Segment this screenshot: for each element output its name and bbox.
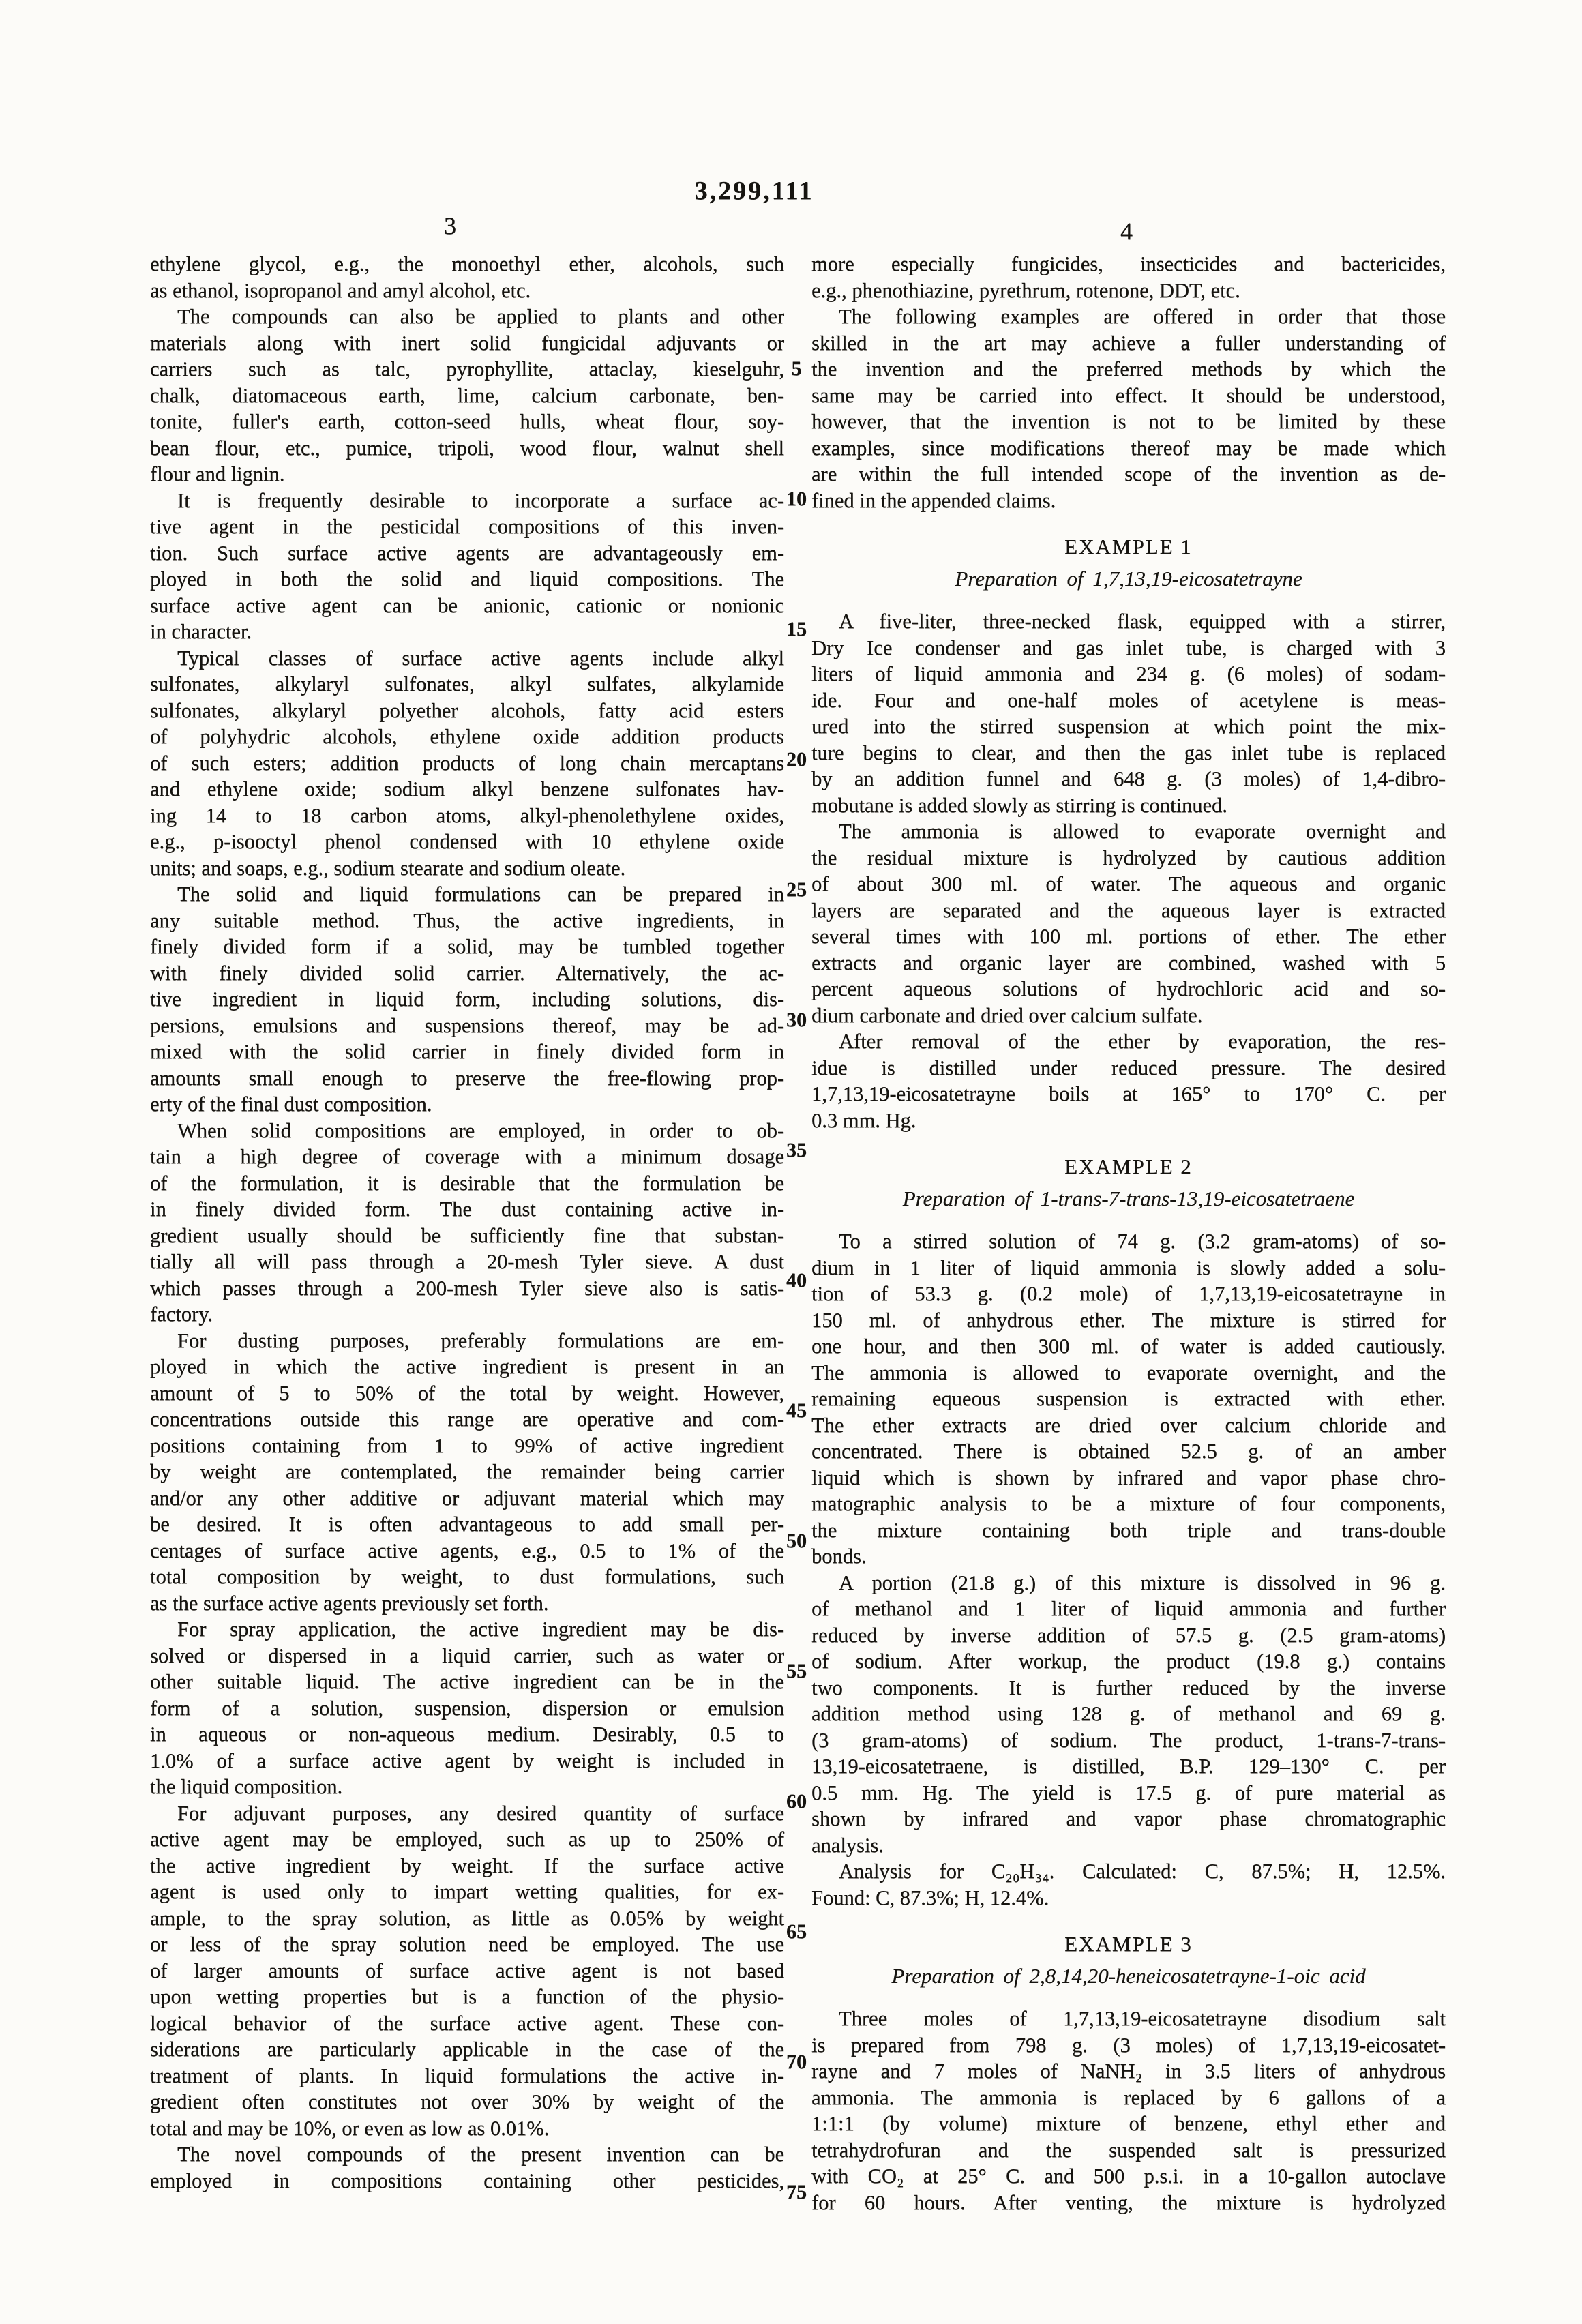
- text-line: rayne and 7 moles of NaNH₂ in 3.5 liters of anhydrous: [811, 2059, 1446, 2083]
- text-line: 150 ml. of anhydrous ether. The mixture is stirred for: [811, 1308, 1446, 1332]
- text-line: After removal of the ether by evaporation, the res-: [839, 1030, 1446, 1053]
- line-number: 65: [786, 1920, 807, 1943]
- example-subheading: Preparation of 1,7,13,19-eicosatetrayne: [955, 566, 1302, 591]
- example-heading: EXAMPLE 3: [1064, 1932, 1193, 1956]
- text-line: gredient often constitutes not over 30% by weight of the: [150, 2090, 784, 2113]
- text-line: upon wetting properties but is a function of the physio-: [150, 1985, 784, 2008]
- text-line: idue is distilled under reduced pressure. The desired: [811, 1056, 1446, 1079]
- text-line: tive ingredient in liquid form, including solutions, dis-: [150, 987, 784, 1011]
- line-number: 15: [786, 618, 807, 640]
- text-line: The compounds can also be applied to plants and other: [177, 305, 784, 328]
- text-line: Analysis for C₂₀H₃₄. Calculated: C, 87.5%; H, 12.5%.: [839, 1860, 1446, 1883]
- text-line: several times with 100 ml. portions of ether. The ether: [811, 925, 1446, 948]
- right-page-number: 4: [1120, 218, 1133, 245]
- text-line: dium carbonate and dried over calcium sulfate.: [811, 1003, 1203, 1027]
- text-line: tonite, fuller's earth, cotton-seed hulls, wheat flour, soy-: [150, 410, 784, 433]
- text-line: e.g., phenothiazine, pyrethrum, rotenone, DDT, etc.: [811, 278, 1240, 302]
- text-line: liquid which is shown by infrared and vapor phase chro-: [811, 1465, 1446, 1489]
- right-column: [811, 251, 1446, 2216]
- text-line: of polyhydric alcohols, ethylene oxide addition products: [150, 725, 784, 748]
- text-line: treatment of plants. In liquid formulations the active in-: [150, 2064, 784, 2087]
- text-line: any suitable method. Thus, the active ingredients, in: [150, 908, 784, 932]
- text-line: The solid and liquid formulations can be prepared in: [177, 882, 784, 906]
- text-line: The novel compounds of the present invention can be: [177, 2143, 784, 2166]
- text-line: liters of liquid ammonia and 234 g. (6 moles) of sodam-: [811, 662, 1446, 685]
- left-column: [150, 251, 784, 2194]
- text-line: (3 gram-atoms) of sodium. The product, 1-trans-7-trans-: [811, 1728, 1446, 1752]
- text-line: total composition by weight, to dust formulations, such: [150, 1565, 784, 1588]
- text-line: 0.5 mm. Hg. The yield is 17.5 g. of pure material as: [811, 1781, 1446, 1804]
- text-line: Three moles of 1,7,13,19-eicosatetrayne disodium salt: [839, 2007, 1446, 2030]
- text-line: reduced by inverse addition of 57.5 g. (2.5 gram-atoms): [811, 1623, 1446, 1647]
- text-line: of the formulation, it is desirable that the formulation be: [150, 1171, 784, 1195]
- text-line: in aqueous or non-aqueous medium. Desirably, 0.5 to: [150, 1723, 784, 1746]
- text-line: sulfonates, alkylaryl polyether alcohols, fatty acid esters: [150, 698, 784, 722]
- text-line: factory.: [150, 1302, 213, 1326]
- text-line: 1,7,13,19-eicosatetrayne boils at 165° to 170° C. per: [811, 1082, 1446, 1105]
- text-line: with finely divided solid carrier. Alternatively, the ac-: [150, 961, 784, 985]
- text-line: the invention and the preferred methods by which the: [811, 357, 1446, 381]
- text-line: Dry Ice condenser and gas inlet tube, is charged with 3: [811, 636, 1446, 659]
- text-line: Typical classes of surface active agents include alkyl: [177, 646, 784, 670]
- line-number: 70: [786, 2051, 807, 2073]
- text-line: e.g., p-isooctyl phenol condensed with 10 ethylene oxide: [150, 830, 784, 853]
- text-line: the mixture containing both triple and trans-double: [811, 1518, 1446, 1542]
- line-number: 60: [786, 1790, 807, 1813]
- text-line: with CO₂ at 25° C. and 500 p.s.i. in a 10-gallon autoclave: [811, 2164, 1446, 2188]
- text-line: or less of the spray solution need be employed. The use: [150, 1933, 784, 1956]
- example-subheading: Preparation of 2,8,14,20-heneicosatetrayne-1-oic acid: [891, 1963, 1366, 1988]
- line-number: 45: [786, 1399, 807, 1422]
- text-line: remaining equeous suspension is extracted with ether.: [811, 1387, 1446, 1410]
- text-line: tion. Such surface active agents are advantageously em-: [150, 541, 784, 565]
- text-line: concentrated. There is obtained 52.5 g. of an amber: [811, 1440, 1446, 1463]
- text-line: siderations are particularly applicable in the case of the: [150, 2038, 784, 2061]
- text-line: gredient usually should be sufficiently fine that substan-: [150, 1223, 784, 1247]
- line-number: 40: [786, 1269, 807, 1292]
- text-line: one hour, and then 300 ml. of water is added cautiously.: [811, 1335, 1446, 1358]
- text-line: 1.0% of a surface active agent by weight is included in: [150, 1748, 784, 1772]
- text-line: skilled in the art may achieve a fuller understanding of: [811, 331, 1446, 355]
- text-line: and ethylene oxide; sodium alkyl benzene sulfonates hav-: [150, 777, 784, 801]
- text-line: The following examples are offered in order that those: [839, 305, 1446, 328]
- text-line: units; and soaps, e.g., sodium stearate and sodium oleate.: [150, 856, 626, 880]
- line-number: 35: [786, 1139, 807, 1161]
- text-line: dium in 1 liter of liquid ammonia is slowly added a solu-: [811, 1255, 1446, 1279]
- text-line: bonds.: [811, 1545, 867, 1568]
- text-line: same may be carried into effect. It should be understood,: [811, 383, 1446, 407]
- text-line: sulfonates, alkylaryl sulfonates, alkyl sulfates, alkylamide: [150, 672, 784, 696]
- line-number: 10: [786, 488, 807, 510]
- text-line: persions, emulsions and suspensions thereof, may be ad-: [150, 1013, 784, 1037]
- text-line: For adjuvant purposes, any desired quantity of surface: [177, 1801, 784, 1825]
- text-line: The ammonia is allowed to evaporate overnight, and the: [811, 1360, 1446, 1384]
- text-line: tially all will pass through a 20-mesh Tyler sieve. A dust: [150, 1250, 784, 1273]
- text-line: extracts and organic layer are combined, washed with 5: [811, 951, 1446, 974]
- example-heading: EXAMPLE 2: [1064, 1154, 1193, 1178]
- text-line: ing 14 to 18 carbon atoms, alkyl-phenolethylene oxides,: [150, 803, 784, 827]
- line-number: 20: [786, 748, 807, 771]
- text-line: total and may be 10%, or even as low as 0.01%.: [150, 2116, 550, 2140]
- text-line: A portion (21.8 g.) of this mixture is dissolved in 96 g.: [839, 1570, 1446, 1594]
- text-line: amount of 5 to 50% of the total by weight. However,: [150, 1381, 784, 1405]
- line-number: 30: [786, 1009, 807, 1031]
- text-line: mixed with the solid carrier in finely divided form in: [150, 1040, 784, 1063]
- text-line: as the surface active agents previously set forth.: [150, 1591, 549, 1615]
- text-line: When solid compositions are employed, in order to ob-: [177, 1118, 784, 1142]
- text-line: 1:1:1 (by volume) mixture of benzene, ethyl ether and: [811, 2112, 1446, 2135]
- text-line: ammonia. The ammonia is replaced by 6 gallons of a: [811, 2085, 1446, 2109]
- text-line: other suitable liquid. The active ingredient can be in the: [150, 1670, 784, 1693]
- text-line: however, that the invention is not to be limited by these: [811, 410, 1446, 433]
- text-line: tion of 53.3 g. (0.2 mole) of 1,7,13,19-eicosatetrayne in: [811, 1282, 1446, 1305]
- text-line: bean flour, etc., pumice, tripoli, wood flour, walnut shell: [150, 436, 784, 460]
- text-line: ployed in both the solid and liquid compositions. The: [150, 567, 784, 591]
- text-line: as ethanol, isopropanol and amyl alcohol, etc.: [150, 278, 531, 302]
- line-number: 55: [786, 1660, 807, 1682]
- text-line: fined in the appended claims.: [811, 488, 1056, 512]
- text-line: ured into the stirred suspension at which point the mix-: [811, 715, 1446, 738]
- text-line: mobutane is added slowly as stirring is continued.: [811, 793, 1227, 817]
- text-line: employed in compositions containing other pesticides,: [150, 2169, 784, 2192]
- text-line: Found: C, 87.3%; H, 12.4%.: [811, 1886, 1049, 1909]
- text-line: of about 300 ml. of water. The aqueous and organic: [811, 872, 1446, 895]
- text-line: It is frequently desirable to incorporate a surface ac-: [177, 488, 784, 512]
- text-line: positions containing from 1 to 99% of active ingredient: [150, 1433, 784, 1457]
- text-line: of such esters; addition products of long chain mercaptans: [150, 751, 784, 775]
- text-line: finely divided form if a solid, may be tumbled together: [150, 935, 784, 958]
- text-line: percent aqueous solutions of hydrochloric acid and so-: [811, 977, 1446, 1000]
- line-number: 75: [786, 2181, 807, 2203]
- line-number: 25: [786, 878, 807, 901]
- text-line: solved or dispersed in a liquid carrier, such as water or: [150, 1643, 784, 1667]
- text-line: which passes through a 200-mesh Tyler sieve also is satis-: [150, 1276, 784, 1300]
- text-line: and/or any other additive or adjuvant material which may: [150, 1486, 784, 1510]
- text-line: two components. It is further reduced by the inverse: [811, 1675, 1446, 1699]
- line-number: 50: [786, 1530, 807, 1552]
- text-line: 0.3 mm. Hg.: [811, 1108, 916, 1132]
- text-line: of larger amounts of surface active agent is not based: [150, 1958, 784, 1982]
- patent-number: 3,299,111: [694, 177, 814, 205]
- text-line: materials along with inert solid fungicidal adjuvants or: [150, 331, 784, 355]
- text-line: matographic analysis to be a mixture of four components,: [811, 1492, 1446, 1515]
- text-line: tetrahydrofuran and the suspended salt is pressurized: [811, 2138, 1446, 2162]
- text-line: To a stirred solution of 74 g. (3.2 gram-atoms) of so-: [839, 1230, 1446, 1253]
- text-line: A five-liter, three-necked flask, equipped with a stirrer,: [839, 610, 1446, 633]
- example-heading: EXAMPLE 1: [1064, 535, 1193, 558]
- text-line: centages of surface active agents, e.g., 0.5 to 1% of the: [150, 1538, 784, 1562]
- text-line: shown by infrared and vapor phase chromatographic: [811, 1807, 1446, 1830]
- text-line: The ammonia is allowed to evaporate overnight and: [839, 820, 1446, 843]
- text-line: more especially fungicides, insecticides and bactericides,: [811, 252, 1446, 275]
- text-line: For dusting purposes, preferably formulations are em-: [177, 1328, 784, 1352]
- text-line: ethylene glycol, e.g., the monoethyl ether, alcohols, such: [150, 252, 784, 275]
- text-line: the liquid composition.: [150, 1775, 343, 1798]
- text-line: in character.: [150, 620, 252, 643]
- text-line: layers are separated and the aqueous layer is extracted: [811, 898, 1446, 922]
- text-line: the active ingredient by weight. If the surface active: [150, 1853, 784, 1877]
- text-line: by weight are contemplated, the remainder being carrier: [150, 1460, 784, 1483]
- example-subheading: Preparation of 1-trans-7-trans-13,19-eicosatetraene: [902, 1186, 1355, 1210]
- text-line: surface active agent can be anionic, cationic or nonionic: [150, 593, 784, 617]
- text-line: tive agent in the pesticidal compositions of this inven-: [150, 515, 784, 538]
- text-line: concentrations outside this range are operative and com-: [150, 1407, 784, 1431]
- text-line: For spray application, the active ingredient may be dis-: [177, 1618, 784, 1641]
- text-line: by an addition funnel and 648 g. (3 moles) of 1,4-dibro-: [811, 767, 1446, 790]
- text-line: the residual mixture is hydrolyzed by cautious addition: [811, 846, 1446, 869]
- text-line: in finely divided form. The dust containing active in-: [150, 1197, 784, 1221]
- text-line: ample, to the spray solution, as little as 0.05% by weight: [150, 1906, 784, 1930]
- text-line: tain a high degree of coverage with a minimum dosage: [150, 1145, 784, 1168]
- text-line: flour and lignin.: [150, 462, 285, 486]
- text-line: ide. Four and one-half moles of acetylene is meas-: [811, 688, 1446, 712]
- text-line: are within the full intended scope of the invention as de-: [811, 462, 1446, 486]
- text-line: analysis.: [811, 1833, 884, 1857]
- text-line: of methanol and 1 liter of liquid ammonia and further: [811, 1597, 1446, 1620]
- line-number: 5: [791, 357, 802, 380]
- text-line: for 60 hours. After venting, the mixture is hydrolyzed: [811, 2190, 1446, 2214]
- text-line: 13,19-eicosatetraene, is distilled, B.P. 129–130° C. per: [811, 1755, 1446, 1778]
- text-line: erty of the final dust composition.: [150, 1092, 432, 1116]
- text-line: is prepared from 798 g. (3 moles) of 1,7,13,19-eicosatet-: [811, 2033, 1446, 2057]
- text-line: active agent may be employed, such as up to 250% of: [150, 1828, 784, 1851]
- text-line: carriers such as talc, pyrophyllite, attaclay, kieselguhr,: [150, 357, 784, 381]
- text-line: The ether extracts are dried over calcium chloride and: [811, 1413, 1446, 1437]
- text-line: logical behavior of the surface active agent. These con-: [150, 2011, 784, 2035]
- text-line: of sodium. After workup, the product (19.8 g.) contains: [811, 1650, 1446, 1673]
- text-line: agent is used only to impart wetting qualities, for ex-: [150, 1880, 784, 1903]
- text-line: ployed in which the active ingredient is present in an: [150, 1355, 784, 1378]
- left-page-number: 3: [444, 212, 456, 239]
- text-line: chalk, diatomaceous earth, lime, calcium carbonate, ben-: [150, 383, 784, 407]
- text-line: ture begins to clear, and then the gas inlet tube is replaced: [811, 741, 1446, 764]
- text-line: form of a solution, suspension, dispersion or emulsion: [150, 1696, 784, 1720]
- text-line: examples, since modifications thereof may be made which: [811, 436, 1446, 460]
- text-line: amounts small enough to preserve the free-flowing prop-: [150, 1066, 784, 1090]
- text-line: addition method using 128 g. of methanol and 69 g.: [811, 1702, 1446, 1725]
- text-line: be desired. It is often advantageous to add small per-: [150, 1513, 784, 1536]
